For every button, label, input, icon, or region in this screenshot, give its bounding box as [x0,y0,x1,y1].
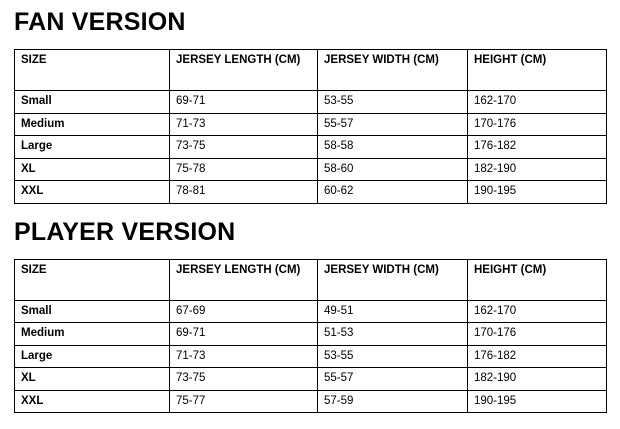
cell-jersey-width: 53-55 [318,91,468,114]
cell-jersey-width: 60-62 [318,181,468,204]
table-row [15,181,607,204]
cell-size: XL [15,158,170,181]
table-row [15,113,607,136]
cell-jersey-length: 71-73 [170,113,318,136]
column-header-jersey-width: JERSEY WIDTH (CM) [318,259,468,300]
column-header-size: SIZE [15,259,170,300]
table-header-row [15,259,607,300]
table-row [15,91,607,114]
cell-height: 190-195 [468,181,607,204]
cell-jersey-length: 71-73 [170,345,318,368]
cell-size: XXL [15,181,170,204]
cell-height: 170-176 [468,323,607,346]
cell-jersey-width: 58-60 [318,158,468,181]
column-header-height: HEIGHT (CM) [468,50,607,91]
cell-size: XL [15,368,170,391]
cell-height: 170-176 [468,113,607,136]
player-version-size-table [14,259,607,414]
cell-size: Small [15,300,170,323]
cell-jersey-length: 67-69 [170,300,318,323]
cell-jersey-length: 75-78 [170,158,318,181]
cell-jersey-width: 57-59 [318,390,468,413]
cell-jersey-length: 75-77 [170,390,318,413]
table-row [15,136,607,159]
column-header-jersey-length: JERSEY LENGTH (CM) [170,50,318,91]
cell-jersey-length: 78-81 [170,181,318,204]
cell-size: Medium [15,113,170,136]
cell-height: 162-170 [468,300,607,323]
cell-size: Large [15,136,170,159]
table-row [15,390,607,413]
cell-jersey-width: 53-55 [318,345,468,368]
cell-size: Large [15,345,170,368]
column-header-height: HEIGHT (CM) [468,259,607,300]
table-row [15,345,607,368]
cell-size: Small [15,91,170,114]
cell-size: Medium [15,323,170,346]
column-header-size: SIZE [15,50,170,91]
cell-jersey-width: 55-57 [318,368,468,391]
cell-jersey-length: 73-75 [170,368,318,391]
cell-jersey-length: 69-71 [170,323,318,346]
column-header-jersey-width: JERSEY WIDTH (CM) [318,50,468,91]
cell-height: 182-190 [468,158,607,181]
table-header-row [15,50,607,91]
cell-jersey-width: 49-51 [318,300,468,323]
cell-jersey-length: 69-71 [170,91,318,114]
cell-height: 190-195 [468,390,607,413]
cell-jersey-width: 51-53 [318,323,468,346]
cell-size: XXL [15,390,170,413]
table-row [15,300,607,323]
cell-height: 176-182 [468,136,607,159]
table-row [15,158,607,181]
cell-height: 182-190 [468,368,607,391]
cell-height: 162-170 [468,91,607,114]
fan-version-title: FAN VERSION [14,8,186,36]
cell-jersey-length: 73-75 [170,136,318,159]
cell-jersey-width: 58-58 [318,136,468,159]
player-version-title: PLAYER VERSION [14,217,236,246]
cell-height: 176-182 [468,345,607,368]
cell-jersey-width: 55-57 [318,113,468,136]
fan-version-size-table [14,49,607,204]
column-header-jersey-length: JERSEY LENGTH (CM) [170,259,318,300]
table-row [15,368,607,391]
table-row [15,323,607,346]
